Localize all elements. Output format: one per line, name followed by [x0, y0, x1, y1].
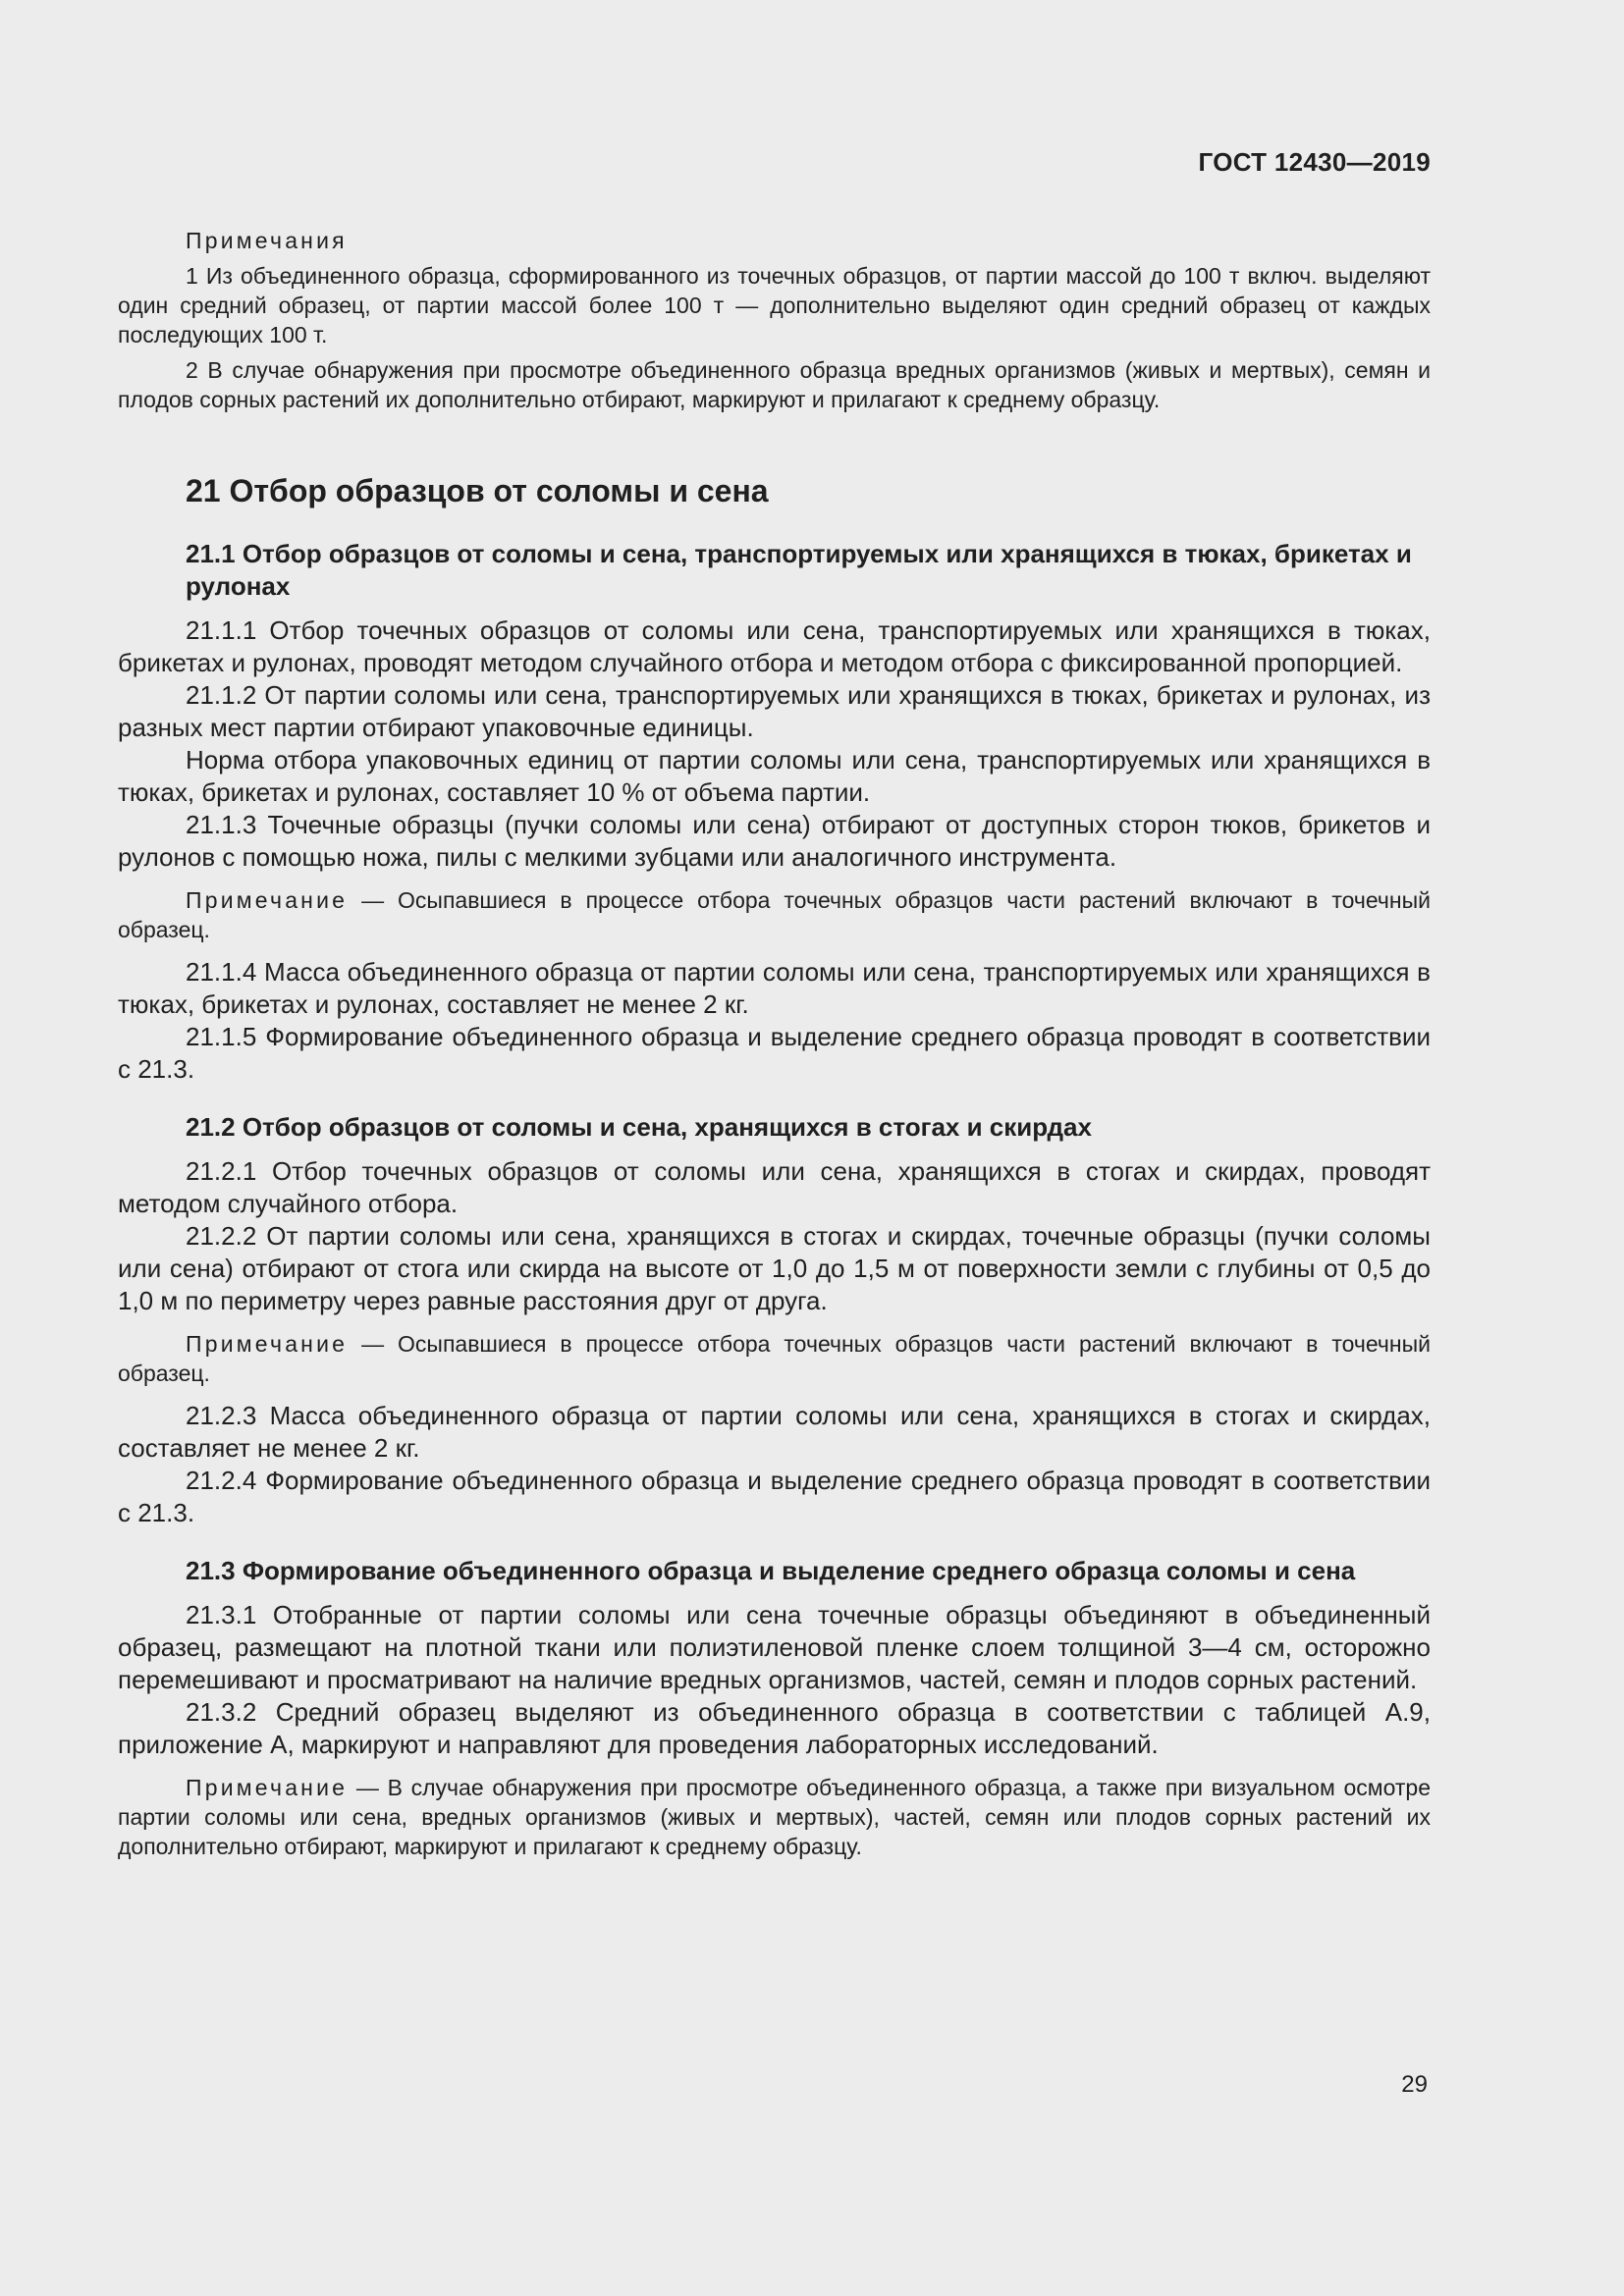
page-number: 29 [1401, 2071, 1428, 2098]
note-item: 1 Из объединенного образца, сформированного из точечных образцов, от партии массой до 100 т включ. выделяют один средний образец, от партии массой более 100 т — дополнительно выделяют один средний образец от каждых последующих 100 т. [118, 263, 1431, 347]
note-item: 2 В случае обнаружения при просмотре объединенного образца вредных организмов (живых и мертвых), семян и плодов сорных растений их дополнительно отбирают, маркируют и прилагают к среднему образцу. [118, 357, 1431, 412]
note-label: Примечание [186, 887, 349, 913]
paragraph: 21.1.4 Масса объединенного образца от партии соломы или сена, транспортируемых или хранящихся в тюках, брикетах и рулонах, составляет не менее 2 кг. [118, 957, 1431, 1019]
paragraph: 21.1.2 От партии соломы или сена, транспортируемых или хранящихся в тюках, брикетах и рулонах, из разных мест партии отбирают упаковочные единицы. [118, 680, 1431, 742]
subsection-title: 21.3 Формирование объединенного образца и выделение среднего образца соломы и сена [186, 1556, 1356, 1585]
note [118, 885, 1431, 944]
paragraph: 21.1.1 Отбор точечных образцов от соломы или сена, транспортируемых или хранящихся в тюках, брикетах и рулонах, проводят методом случайного отбора и методом отбора с фиксированной пропорцией. [118, 615, 1431, 677]
document-id: ГОСТ 12430—2019 [1198, 147, 1431, 177]
note-text: — В случае обнаружения при просмотре объединенного образца, а также при визуальном осмотре партии соломы или сена, вредных организмов (живых и мертвых), частей, семян или плодов сорных растений их дополнительно отбирают, маркируют и прилагают к среднему образцу. [118, 1775, 1431, 1859]
paragraph: 21.3.2 Средний образец выделяют из объединенного образца в соответствии с таблицей А.9, приложение А, маркируют и направляют для проведения лабораторных исследований. [118, 1697, 1431, 1759]
note [118, 1773, 1431, 1861]
paragraph: 21.1.3 Точечные образцы (пучки соломы или сена) отбирают от доступных сторон тюков, брикетов и рулонов с помощью ножа, пилы с мелкими зубцами или аналогичного инструмента. [118, 810, 1431, 872]
note-text: — Осыпавшиеся в процессе отбора точечных образцов части растений включают в точечный образец. [118, 887, 1431, 942]
page-body [118, 226, 1431, 1861]
subsection-title: 21.2 Отбор образцов от соломы и сена, хранящихся в стогах и скирдах [186, 1112, 1092, 1142]
paragraph: 21.2.2 От партии соломы или сена, хранящихся в стогах и скирдах, точечные образцы (пучки соломы или сена) отбирают от стога или скирда на высоте от 1,0 до 1,5 м от поверхности земли с глубины от 0,5 до 1,0 м по периметру через равные расстояния друг от друга. [118, 1221, 1431, 1315]
paragraph: 21.1.5 Формирование объединенного образца и выделение среднего образца проводят в соответствии с 21.3. [118, 1022, 1431, 1084]
notes-heading: Примечания [186, 228, 348, 253]
note-label: Примечание [186, 1775, 349, 1800]
paragraph: 21.2.1 Отбор точечных образцов от соломы или сена, хранящихся в стогах и скирдах, проводят методом случайного отбора. [118, 1156, 1431, 1218]
subsection-title: 21.1 Отбор образцов от соломы и сена, транспортируемых или хранящихся в тюках, брикетах и рулонах [186, 539, 1412, 601]
paragraph: 21.2.3 Масса объединенного образца от партии соломы или сена, хранящихся в стогах и скирдах, составляет не менее 2 кг. [118, 1401, 1431, 1463]
section-title: 21 Отбор образцов от соломы и сена [186, 473, 769, 508]
paragraph: Норма отбора упаковочных единиц от партии соломы или сена, транспортируемых или хранящихся в тюках, брикетах и рулонах, составляет 10 % от объема партии. [118, 745, 1431, 807]
note-label: Примечание [186, 1331, 349, 1357]
paragraph: 21.2.4 Формирование объединенного образца и выделение среднего образца проводят в соответствии с 21.3. [118, 1466, 1431, 1527]
note [118, 1329, 1431, 1388]
note-text: — Осыпавшиеся в процессе отбора точечных образцов части растений включают в точечный образец. [118, 1331, 1431, 1386]
paragraph: 21.3.1 Отобранные от партии соломы или сена точечные образцы объединяют в объединенный образец, размещают на плотной ткани или полиэтиленовой пленке слоем толщиной 3—4 см, осторожно перемешивают и просматривают на наличие вредных организмов, частей, семян и плодов сорных растений. [118, 1600, 1431, 1694]
